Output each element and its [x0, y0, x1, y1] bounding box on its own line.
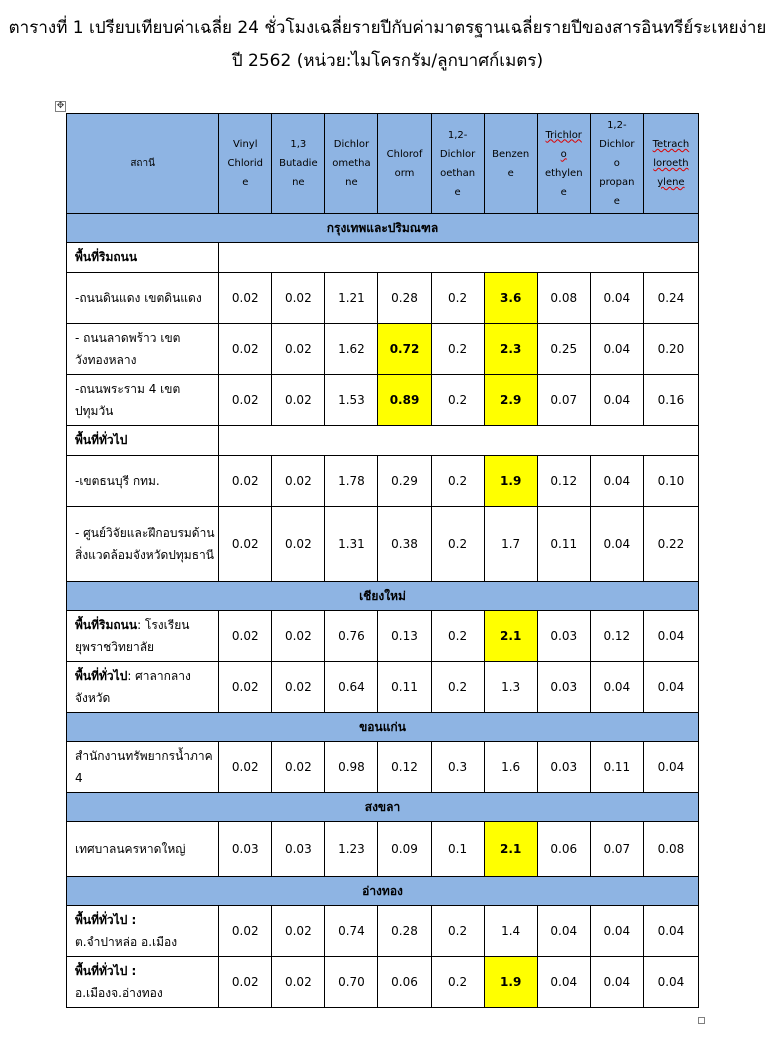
region-name: สงขลา	[67, 793, 699, 822]
region-row	[67, 713, 699, 742]
station-name	[67, 375, 219, 426]
station-location: - ถนนลาดพร้าว เขตวังทองหลาง	[75, 331, 181, 367]
value-cell: 0.08	[537, 273, 590, 324]
column-header-line: ometha	[332, 158, 371, 169]
column-header-line: ethylen	[544, 167, 583, 179]
station-location: -เขตธนบุรี กทม.	[75, 474, 160, 488]
column-header-line: Dichlor	[599, 139, 635, 150]
column-header	[590, 114, 643, 214]
value-cell: 0.02	[272, 273, 325, 324]
table-body	[67, 214, 699, 1008]
column-header	[325, 114, 378, 214]
table-move-handle-icon[interactable]: ✥	[56, 101, 65, 111]
value-cell: 0.03	[219, 822, 272, 877]
station-name	[67, 273, 219, 324]
value-cell: 0.03	[537, 662, 590, 713]
value-cell: 0.11	[537, 507, 590, 582]
station-location: เทศบาลนครหาดใหญ่	[75, 842, 186, 856]
station-name	[67, 611, 219, 662]
value-cell: 0.02	[219, 906, 272, 957]
value-cell: 0.02	[219, 611, 272, 662]
value-cell-exceeds-standard: 1.9	[484, 456, 537, 507]
column-header-line: 1,2-	[447, 129, 468, 141]
value-cell-exceeds-standard: 2.1	[484, 611, 537, 662]
value-cell: 0.02	[219, 273, 272, 324]
value-cell: 0.06	[537, 822, 590, 877]
column-header-line: propan	[599, 177, 635, 188]
value-cell: 0.64	[325, 662, 378, 713]
value-cell: 0.20	[643, 324, 698, 375]
value-cell: 0.11	[378, 662, 431, 713]
value-cell: 0.02	[272, 662, 325, 713]
value-cell: 0.02	[219, 957, 272, 1008]
column-header-line: Tetrach	[652, 139, 690, 150]
value-cell: 0.09	[378, 822, 431, 877]
column-header-line: loroeth	[653, 158, 689, 169]
value-cell-exceeds-standard: 2.1	[484, 822, 537, 877]
station-area-type: พื้นที่ทั่วไป :	[75, 913, 137, 927]
value-cell: 1.53	[325, 375, 378, 426]
region-name: กรุงเทพและปริมณฑล	[67, 214, 699, 243]
column-header	[484, 114, 537, 214]
column-header	[431, 114, 484, 214]
station-name	[67, 906, 219, 957]
value-cell: 0.04	[590, 906, 643, 957]
region-name: เชียงใหม่	[67, 582, 699, 611]
column-header-line: e	[613, 196, 620, 207]
station-location: สำนักงานทรัพยากรน้ำภาค 4	[75, 749, 213, 785]
station-location: ต.จำปาหล่อ อ.เมือง	[75, 935, 178, 949]
value-cell: 1.3	[484, 662, 537, 713]
column-header-line: Chlorid	[227, 158, 263, 169]
station-location: อ.เมืองจ.อ่างทอง	[75, 986, 163, 1000]
table-row	[67, 273, 699, 324]
value-cell: 0.07	[590, 822, 643, 877]
station-name	[67, 822, 219, 877]
region-row	[67, 582, 699, 611]
value-cell-exceeds-standard: 0.89	[378, 375, 431, 426]
value-cell: 1.23	[325, 822, 378, 877]
value-cell: 0.29	[378, 456, 431, 507]
value-cell: 0.12	[590, 611, 643, 662]
table-title-line-2: ปี 2562 (หน่วย:ไมโครกรัม/ลูกบาศก์เมตร)	[231, 51, 544, 71]
area-type-row	[67, 426, 699, 456]
value-cell: 0.3	[431, 742, 484, 793]
table-header-row	[67, 114, 699, 214]
table-row	[67, 507, 699, 582]
column-header	[272, 114, 325, 214]
value-cell: 0.04	[590, 662, 643, 713]
station-location: : โรงเรียนยุพราชวิทยาลัย	[75, 618, 190, 654]
value-cell: 0.2	[431, 611, 484, 662]
value-cell: 1.78	[325, 456, 378, 507]
value-cell: 0.02	[219, 662, 272, 713]
value-cell: 0.03	[537, 611, 590, 662]
column-header-line: oethan	[440, 167, 476, 179]
table-row	[67, 375, 699, 426]
column-header-line: Vinyl	[233, 139, 258, 150]
table-row	[67, 742, 699, 793]
column-header-line: o	[613, 158, 620, 169]
value-cell: 0.02	[272, 324, 325, 375]
value-cell: 0.98	[325, 742, 378, 793]
area-type-label: พื้นที่ริมถนน	[67, 243, 219, 273]
value-cell: 0.2	[431, 273, 484, 324]
station-location: -ถนนดินแดง เขตดินแดง	[75, 291, 202, 305]
station-area-type: พื้นที่ทั่วไป :	[75, 964, 137, 978]
value-cell: 0.74	[325, 906, 378, 957]
value-cell: 0.70	[325, 957, 378, 1008]
value-cell: 0.02	[219, 456, 272, 507]
region-name: อ่างทอง	[67, 877, 699, 906]
value-cell: 0.04	[590, 273, 643, 324]
table-row	[67, 611, 699, 662]
value-cell: 0.76	[325, 611, 378, 662]
value-cell: 0.04	[643, 662, 698, 713]
area-type-blank	[219, 243, 699, 273]
region-row	[67, 877, 699, 906]
value-cell: 0.04	[537, 957, 590, 1008]
value-cell: 0.04	[643, 611, 698, 662]
column-header	[378, 114, 431, 214]
value-cell: 0.06	[378, 957, 431, 1008]
value-cell: 0.04	[643, 957, 698, 1008]
station-area-type: พื้นที่ทั่วไป	[75, 669, 128, 683]
value-cell: 0.1	[431, 822, 484, 877]
column-header	[219, 114, 272, 214]
value-cell: 0.25	[537, 324, 590, 375]
value-cell: 1.4	[484, 906, 537, 957]
value-cell: 0.02	[272, 957, 325, 1008]
region-row	[67, 214, 699, 243]
value-cell: 0.02	[219, 375, 272, 426]
value-cell: 0.28	[378, 906, 431, 957]
value-cell-exceeds-standard: 0.72	[378, 324, 431, 375]
table-title-line-1: ตารางที่ 1 เปรียบเทียบค่าเฉลี่ย 24 ชั่วโมงเฉลี่ยรายปีกับค่ามาตรฐานเฉลี่ยรายปีของสารอินทรีย์ระเหยง่าย	[8, 18, 767, 38]
table-row	[67, 324, 699, 375]
value-cell: 0.02	[272, 507, 325, 582]
column-header-line: 1,2-	[607, 120, 627, 131]
table-row	[67, 957, 699, 1008]
value-cell: 0.04	[643, 906, 698, 957]
region-row	[67, 793, 699, 822]
station-name	[67, 507, 219, 582]
column-header-line: o	[560, 148, 567, 160]
value-cell: 0.16	[643, 375, 698, 426]
value-cell: 0.04	[537, 906, 590, 957]
column-header-line: Dichlor	[333, 139, 370, 150]
station-name	[67, 742, 219, 793]
value-cell: 0.2	[431, 662, 484, 713]
value-cell: 0.02	[272, 742, 325, 793]
station-location: - ศูนย์วิจัยและฝึกอบรมด้านสิ่งแวดล้อมจังหวัดปทุมธานี	[75, 526, 215, 562]
column-header-line: e	[507, 167, 514, 179]
value-cell: 0.2	[431, 507, 484, 582]
value-cell: 1.6	[484, 742, 537, 793]
column-header-line: Chlorof	[386, 148, 423, 160]
column-header-line: Trichlor	[545, 129, 582, 141]
station-area-type: พื้นที่ริมถนน	[75, 618, 138, 632]
value-cell: 0.12	[537, 456, 590, 507]
value-cell: 1.62	[325, 324, 378, 375]
value-cell-exceeds-standard: 2.9	[484, 375, 537, 426]
value-cell: 0.12	[378, 742, 431, 793]
station-name	[67, 957, 219, 1008]
table-row	[67, 456, 699, 507]
value-cell: 0.04	[643, 742, 698, 793]
value-cell: 0.02	[219, 324, 272, 375]
area-type-label: พื้นที่ทั่วไป	[67, 426, 219, 456]
table-resize-handle[interactable]	[698, 1017, 705, 1024]
station-location: -ถนนพระราม 4 เขตปทุมวัน	[75, 382, 181, 418]
value-cell: 0.2	[431, 375, 484, 426]
value-cell: 0.02	[219, 507, 272, 582]
value-cell: 0.04	[590, 324, 643, 375]
column-header-line: Benzen	[492, 148, 530, 160]
station-location: : ศาลากลางจังหวัด	[75, 669, 191, 705]
value-cell: 0.07	[537, 375, 590, 426]
value-cell: 1.21	[325, 273, 378, 324]
column-header-line: e	[454, 186, 461, 198]
column-header-line: e	[560, 186, 567, 198]
value-cell: 0.03	[272, 822, 325, 877]
column-header-line: ylene	[657, 177, 685, 188]
value-cell: 0.2	[431, 324, 484, 375]
value-cell: 0.04	[590, 456, 643, 507]
column-header	[643, 114, 698, 214]
station-name	[67, 662, 219, 713]
value-cell: 0.11	[590, 742, 643, 793]
value-cell: 0.04	[590, 507, 643, 582]
value-cell: 0.13	[378, 611, 431, 662]
value-cell: 0.2	[431, 456, 484, 507]
table-row	[67, 906, 699, 957]
area-type-blank	[219, 426, 699, 456]
column-header	[537, 114, 590, 214]
area-type-row	[67, 243, 699, 273]
value-cell: 0.02	[272, 906, 325, 957]
value-cell: 0.22	[643, 507, 698, 582]
value-cell-exceeds-standard: 1.9	[484, 957, 537, 1008]
value-cell: 0.08	[643, 822, 698, 877]
value-cell: 0.38	[378, 507, 431, 582]
value-cell: 0.02	[272, 375, 325, 426]
station-column-header: สถานี	[67, 114, 219, 214]
value-cell: 1.31	[325, 507, 378, 582]
column-header-line: Dichlor	[439, 148, 476, 160]
region-name: ขอนแก่น	[67, 713, 699, 742]
value-cell: 0.04	[590, 375, 643, 426]
table-row	[67, 662, 699, 713]
column-header-line: ne	[292, 177, 305, 188]
value-cell: 0.02	[272, 611, 325, 662]
value-cell: 0.02	[272, 456, 325, 507]
value-cell: 0.2	[431, 957, 484, 1008]
value-cell: 0.03	[537, 742, 590, 793]
value-cell: 0.24	[643, 273, 698, 324]
value-cell: 1.7	[484, 507, 537, 582]
table-row	[67, 822, 699, 877]
value-cell: 0.04	[590, 957, 643, 1008]
column-header-line: Butadie	[279, 158, 318, 169]
column-header-line: 1,3	[290, 139, 307, 150]
station-name	[67, 456, 219, 507]
column-header-line: orm	[394, 167, 415, 179]
value-cell: 0.02	[219, 742, 272, 793]
value-cell-exceeds-standard: 3.6	[484, 273, 537, 324]
station-name	[67, 324, 219, 375]
value-cell: 0.28	[378, 273, 431, 324]
column-header-line: e	[242, 177, 249, 188]
value-cell: 0.10	[643, 456, 698, 507]
voc-comparison-table	[66, 113, 699, 1008]
column-header-line: ne	[345, 177, 358, 188]
value-cell-exceeds-standard: 2.3	[484, 324, 537, 375]
value-cell: 0.2	[431, 906, 484, 957]
